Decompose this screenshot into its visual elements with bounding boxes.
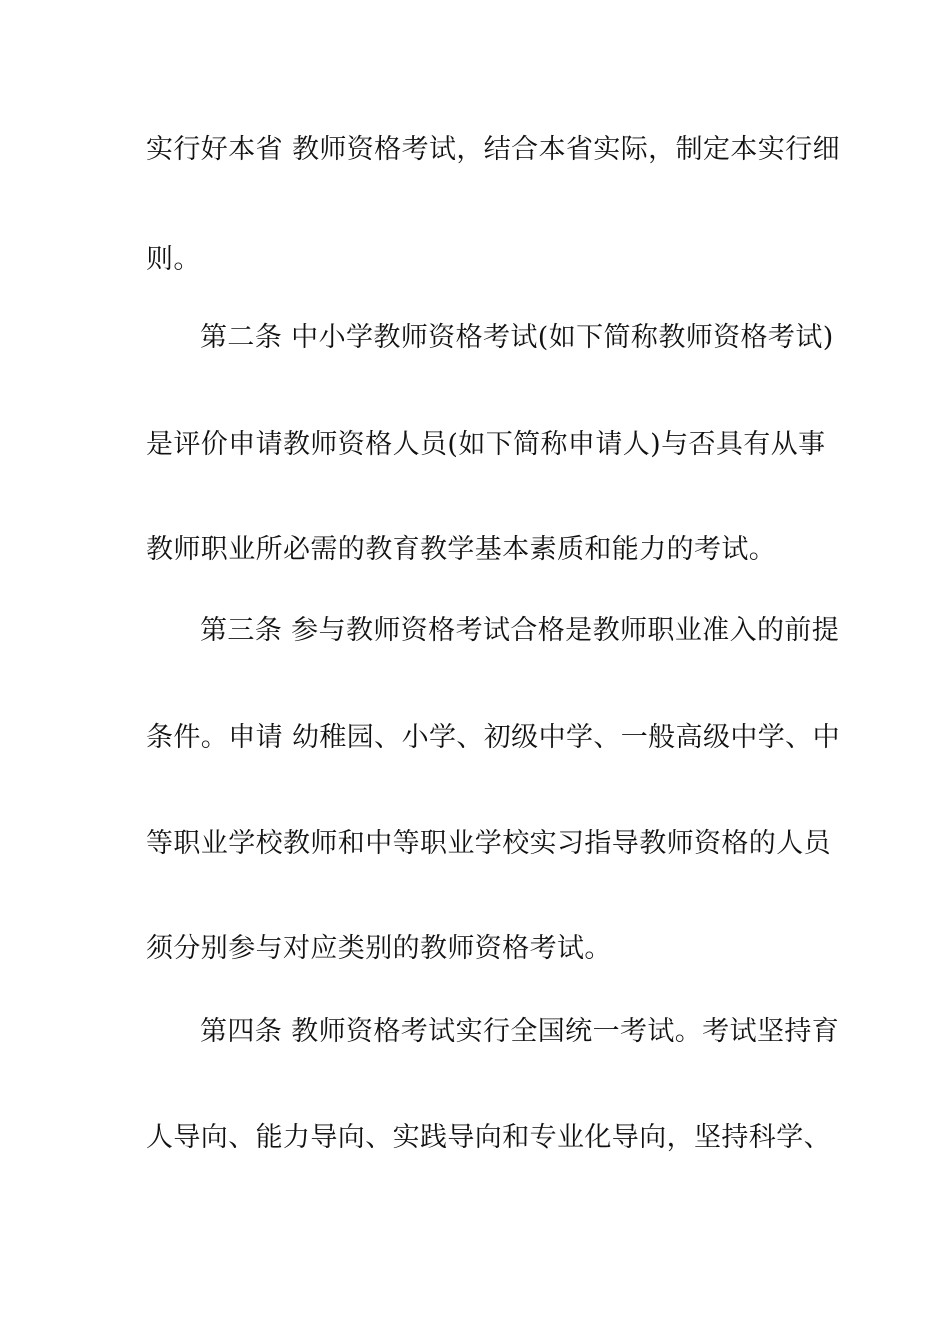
article-3-heading-line: 第三条 参与教师资格考试合格是教师职业准入的前提 [200, 615, 840, 646]
article-4-heading-line: 第四条 教师资格考试实行全国统一考试。考试坚持育 [200, 1016, 840, 1047]
text-line: 须分别参与对应类别的教师资格考试。 [146, 933, 612, 964]
text-line: 则。 [146, 244, 201, 275]
article-2-heading-line: 第二条 中小学教师资格考试(如下简称教师资格考试) [200, 322, 834, 353]
text-line: 等职业学校教师和中等职业学校实习指导教师资格的人员 [146, 828, 831, 859]
text-line: 教师职业所必需的教育教学基本素质和能力的考试。 [146, 534, 777, 565]
text-line: 是评价申请教师资格人员(如下简称申请人)与否具有从事 [146, 429, 826, 460]
text-line: 实行好本省 教师资格考试，结合本省实际，制定本实行细 [146, 134, 840, 165]
text-line: 条件。申请 幼稚园、小学、初级中学、一般高级中学、中 [146, 722, 840, 753]
text-line: 人导向、能力导向、实践导向和专业化导向，坚持科学、 [146, 1122, 831, 1153]
